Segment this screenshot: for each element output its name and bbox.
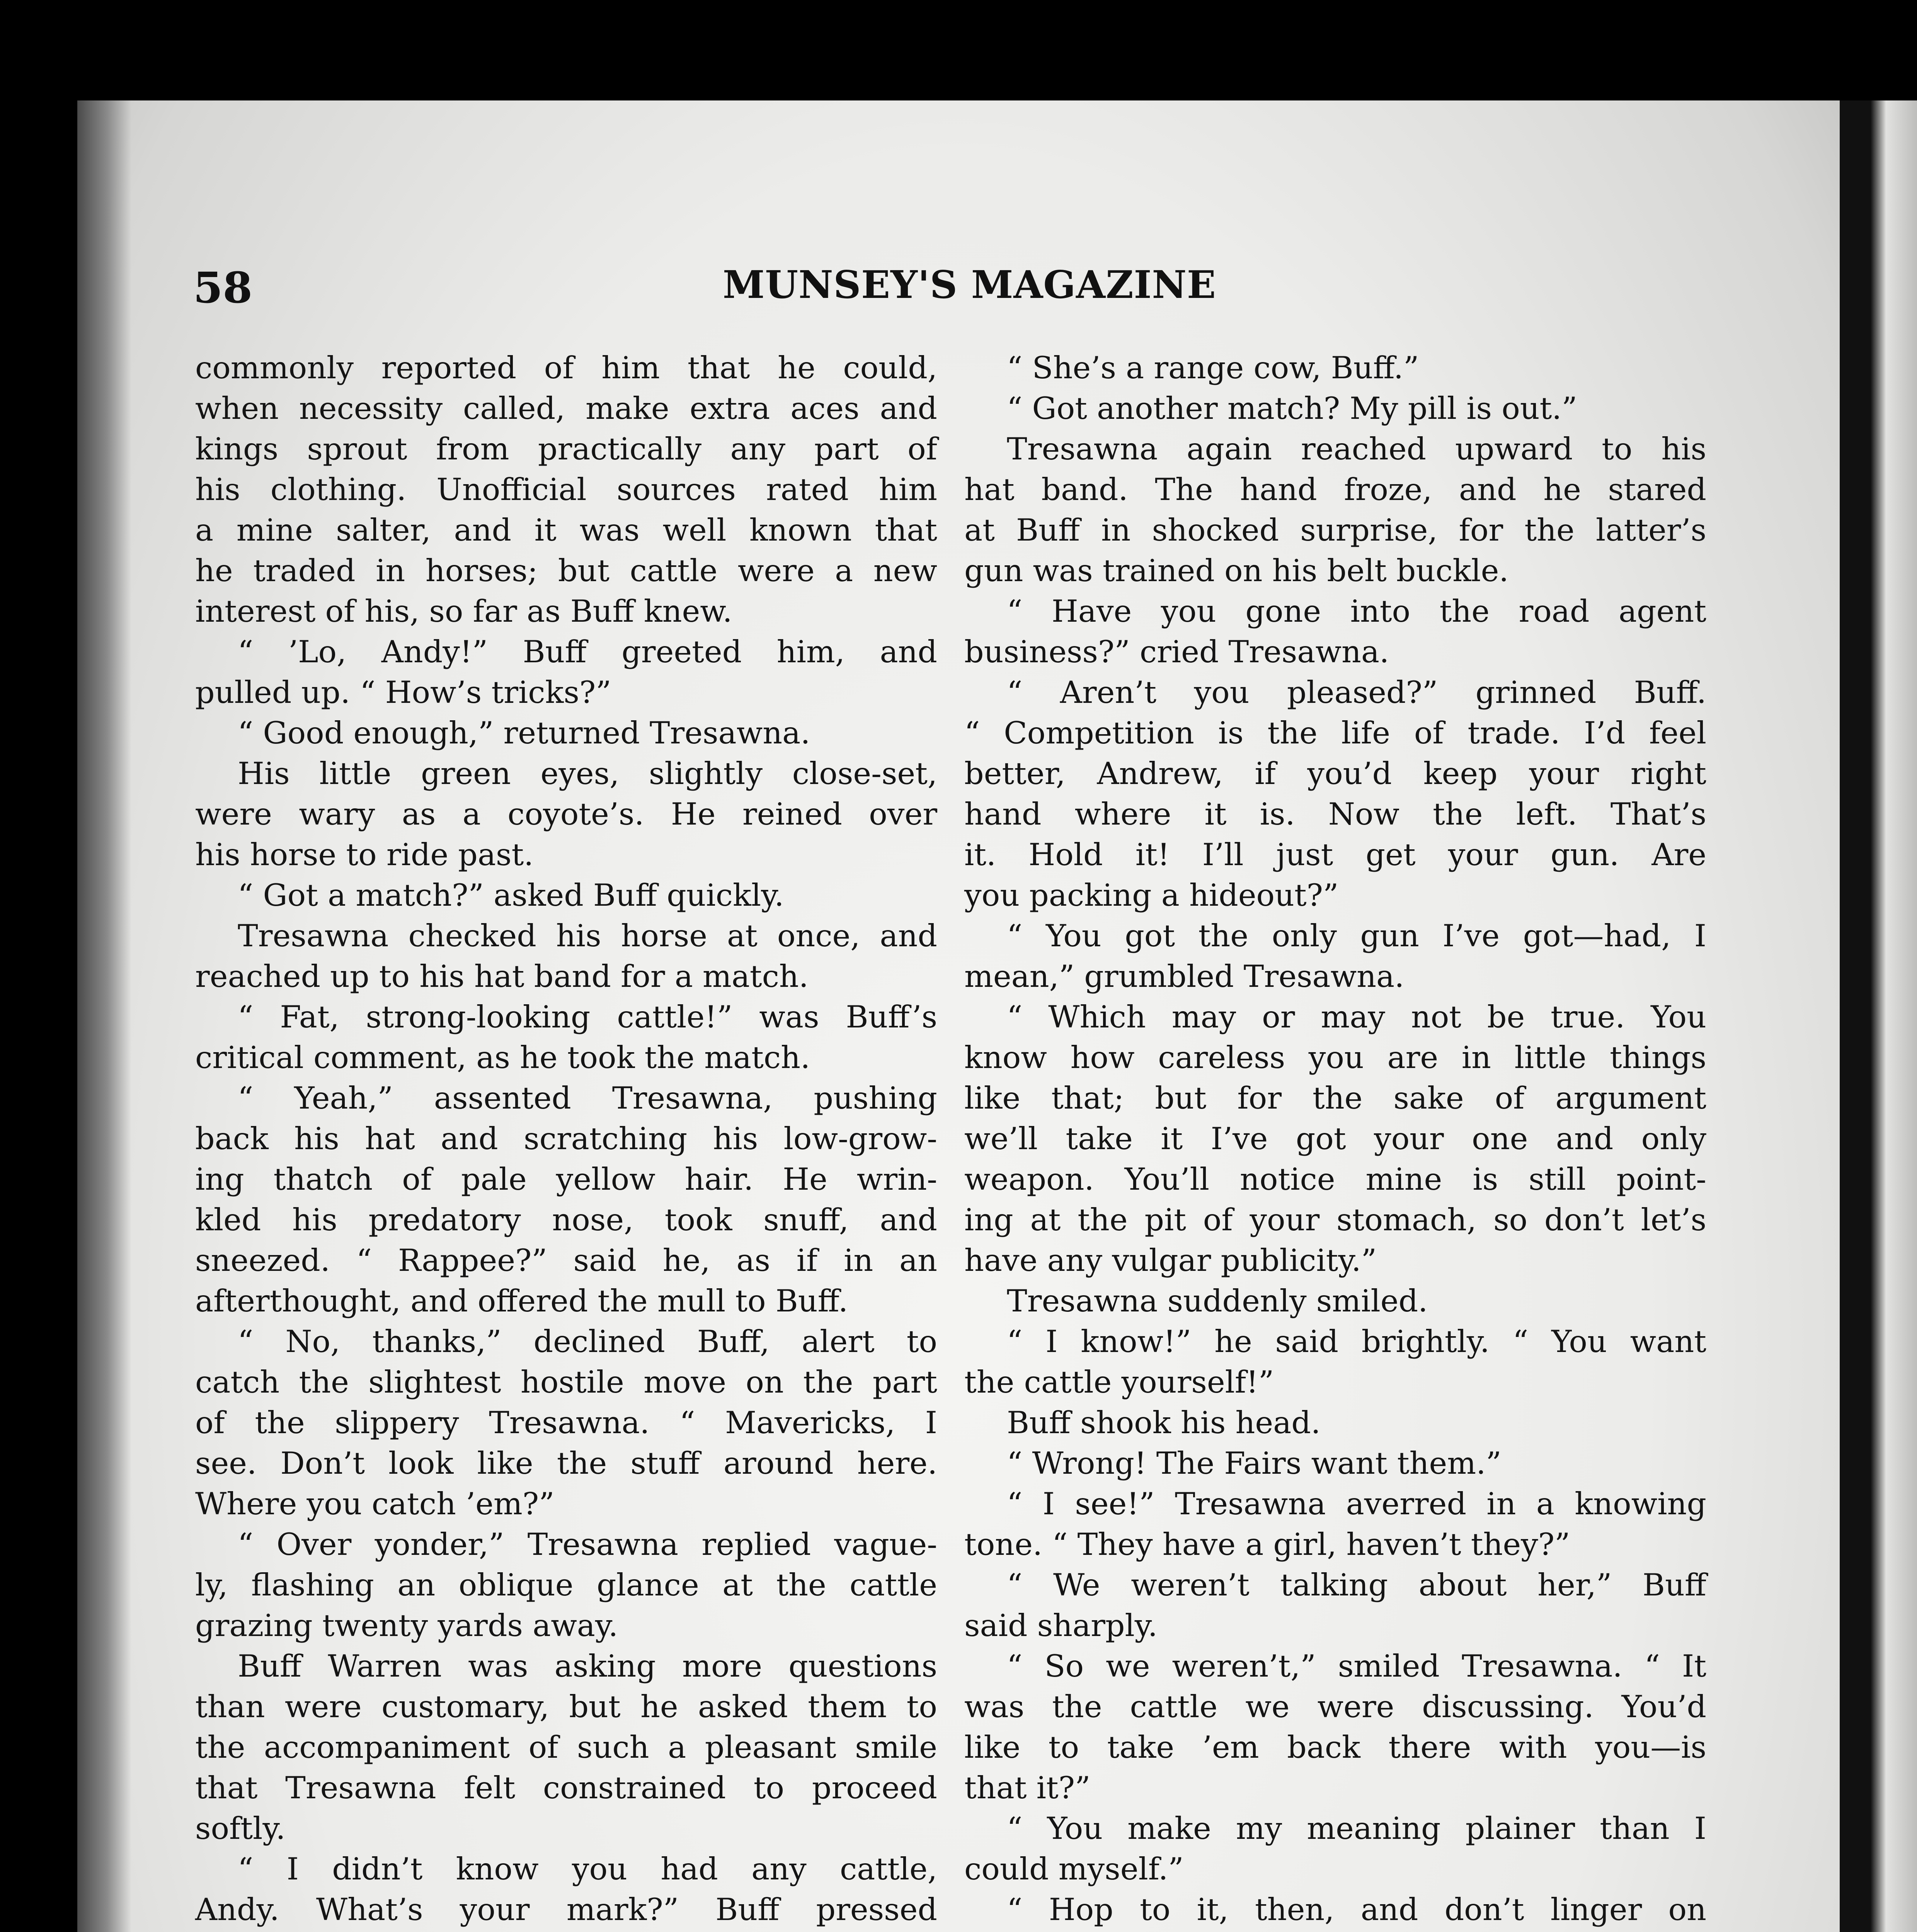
text-line: ing at the pit of your stomach, so don’t let’s — [964, 1202, 1706, 1238]
text-line: “ You got the only gun I’ve got—had, I — [1007, 918, 1706, 954]
text-line: we’ll take it I’ve got your one and only — [964, 1121, 1706, 1156]
text-line: “ Have you gone into the road agent — [1007, 594, 1706, 629]
text-line: hand where it is. Now the left. That’s — [964, 796, 1706, 832]
text-line: commonly reported of him that he could, — [195, 350, 937, 386]
text-line: at Buff in shocked surprise, for the latter’s — [964, 512, 1706, 548]
text-line: Andy. What’s your mark?” Buff pressed — [195, 1892, 937, 1927]
text-line: like to take ’em back there with you—is — [964, 1730, 1706, 1765]
text-line: weapon. You’ll notice mine is still point- — [964, 1162, 1706, 1197]
text-line: grazing twenty yards away. — [195, 1608, 618, 1643]
text-line: “ Hop to it, then, and don’t linger on — [1007, 1892, 1706, 1927]
text-line: “ Got a match?” asked Buff quickly. — [238, 878, 784, 913]
text-line: interest of his, so far as Buff knew. — [195, 594, 732, 629]
text-line: that Tresawna felt constrained to proceed — [195, 1770, 937, 1806]
text-line: “ Competition is the life of trade. I’d feel — [964, 715, 1706, 751]
text-line: Buff shook his head. — [1007, 1405, 1321, 1440]
text-line: could myself.” — [964, 1851, 1184, 1887]
text-line: “ So we weren’t,” smiled Tresawna. “ It — [1007, 1648, 1706, 1684]
page-spine-shadow — [77, 100, 131, 1932]
text-line: pulled up. “ How’s tricks?” — [195, 675, 611, 710]
text-line: critical comment, as he took the match. — [195, 1040, 810, 1075]
text-line: mean,” grumbled Tresawna. — [964, 959, 1405, 994]
text-line: kled his predatory nose, took snuff, and — [195, 1202, 937, 1238]
text-line: “ Over yonder,” Tresawna replied vague- — [238, 1527, 937, 1562]
text-line: see. Don’t look like the stuff around here. — [195, 1446, 937, 1481]
text-line: when necessity called, make extra aces and — [195, 391, 937, 426]
text-line: Where you catch ’em?” — [195, 1486, 555, 1522]
text-line: ing thatch of pale yellow hair. He wrin- — [195, 1162, 937, 1197]
text-line: “ I see!” Tresawna averred in a knowing — [1007, 1486, 1706, 1522]
text-line: catch the slightest hostile move on the part — [195, 1364, 937, 1400]
text-line: His little green eyes, slightly close-set, — [238, 756, 937, 791]
text-line: were wary as a coyote’s. He reined over — [195, 796, 937, 832]
text-line: “ I didn’t know you had any cattle, — [238, 1851, 937, 1887]
text-line: “ You make my meaning plainer than I — [1007, 1811, 1706, 1846]
text-line: the cattle yourself!” — [964, 1364, 1274, 1400]
text-line: “ Aren’t you pleased?” grinned Buff. — [1007, 675, 1706, 710]
text-line: have any vulgar publicity.” — [964, 1243, 1377, 1278]
text-line: of the slippery Tresawna. “ Mavericks, I — [195, 1405, 937, 1440]
text-line: you packing a hideout?” — [964, 878, 1339, 913]
text-line: he traded in horses; but cattle were a new — [195, 553, 937, 588]
text-line: Tresawna checked his horse at once, and — [238, 918, 937, 954]
text-line: a mine salter, and it was well known that — [195, 512, 937, 548]
text-line: tone. “ They have a girl, haven’t they?” — [964, 1527, 1570, 1562]
text-line: kings sprout from practically any part of — [195, 431, 937, 467]
text-line: ly, flashing an oblique glance at the cattle — [195, 1567, 937, 1603]
text-line: “ Wrong! The Fairs want them.” — [1007, 1446, 1502, 1481]
text-line: said sharply. — [964, 1608, 1158, 1643]
text-line: back his hat and scratching his low-grow- — [195, 1121, 937, 1156]
text-line: his clothing. Unofficial sources rated him — [195, 472, 937, 507]
text-line: “ No, thanks,” declined Buff, alert to — [238, 1324, 937, 1359]
text-line: his horse to ride past. — [195, 837, 534, 872]
text-line: “ Which may or may not be true. You — [1007, 999, 1706, 1035]
text-line: better, Andrew, if you’d keep your right — [964, 756, 1706, 791]
text-column-left — [195, 348, 937, 1932]
text-line: reached up to his hat band for a match. — [195, 959, 809, 994]
page-right-edge — [1840, 100, 1917, 1932]
text-line — [195, 1930, 937, 1932]
text-line: that it?” — [964, 1770, 1091, 1806]
text-line: know how careless you are in little things — [964, 1040, 1706, 1075]
text-line: Tresawna suddenly smiled. — [1007, 1283, 1428, 1319]
text-line: hat band. The hand froze, and he stared — [964, 472, 1706, 507]
text-line: gun was trained on his belt buckle. — [964, 553, 1509, 588]
text-line: afterthought, and offered the mull to Buff. — [195, 1283, 848, 1319]
text-line: than were customary, but he asked them to — [195, 1689, 937, 1725]
text-line: like that; but for the sake of argument — [964, 1080, 1706, 1116]
text-line: “ I know!” he said brightly. “ You want — [1007, 1324, 1706, 1359]
text-line: sneezed. “ Rappee?” said he, as if in an — [195, 1243, 937, 1278]
text-line: “ ’Lo, Andy!” Buff greeted him, and — [238, 634, 937, 670]
text-line: “ We weren’t talking about her,” Buff — [1007, 1567, 1706, 1603]
text-column-right — [964, 348, 1706, 1932]
text-line: Buff Warren was asking more questions — [238, 1648, 937, 1684]
text-line: the accompaniment of such a pleasant smile — [195, 1730, 937, 1765]
page-number: 58 — [193, 263, 253, 313]
text-line: “ Fat, strong-looking cattle!” was Buff’s — [238, 999, 937, 1035]
text-line: was the cattle we were discussing. You’d — [964, 1689, 1706, 1725]
text-line: business?” cried Tresawna. — [964, 634, 1389, 670]
text-line: “ Yeah,” assented Tresawna, pushing — [238, 1080, 937, 1116]
text-line: “ Got another match? My pill is out.” — [1007, 391, 1577, 426]
text-line: softly. — [195, 1811, 286, 1846]
text-line: it. Hold it! I’ll just get your gun. Are — [964, 837, 1706, 872]
text-line: “ Good enough,” returned Tresawna. — [238, 715, 810, 751]
running-title: MUNSEY'S MAGAZINE — [723, 263, 1216, 307]
text-line: Tresawna again reached upward to his — [1007, 431, 1706, 467]
text-line — [964, 1930, 1706, 1932]
text-line: “ She’s a range cow, Buff.” — [1007, 350, 1419, 386]
